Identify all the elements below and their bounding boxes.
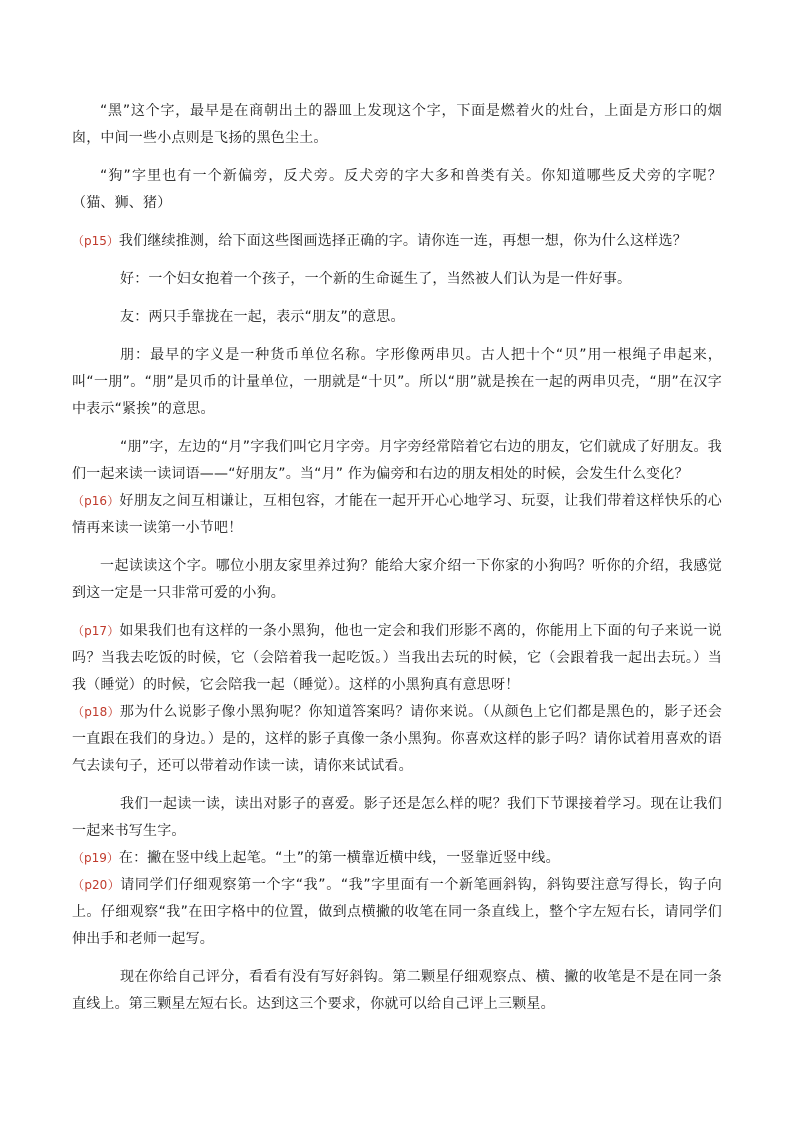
document-body (72, 98, 722, 1018)
paragraph-p16 (72, 488, 722, 542)
paragraph-hao (72, 266, 722, 293)
slide-tag: （p18） (72, 705, 120, 719)
paragraph-text: 一起读读这个字。哪位小朋友家里养过狗？能给大家介绍一下你家的小狗吗？听你的介绍，我感觉到这一定是一只非常可爱的小狗。 (72, 558, 722, 601)
paragraph-yue (72, 434, 722, 488)
paragraph-p19 (72, 845, 722, 872)
paragraph-text: 在：撇在竖中线上起笔。“土”的第一横靠近横中线，一竖靠近竖中线。 (118, 850, 560, 866)
paragraph-text: 友：两只手靠拢在一起，表示“朋友”的意思。 (120, 309, 405, 325)
paragraph-hei (72, 98, 722, 152)
paragraph-text: 我们一起读一读，读出对影子的喜爱。影子还是怎么样的呢？我们下节课接着学习。现在让我们一起来书写生字。 (72, 796, 722, 839)
paragraph-text: “黑”这个字，最早是在商朝出土的器皿上发现这个字，下面是燃着火的灶台，上面是方形口的烟囱，中间一些小点则是飞扬的黑色尘土。 (72, 103, 722, 146)
paragraph-p17 (72, 618, 722, 699)
paragraph-peng (72, 342, 722, 423)
paragraph-text: 那为什么说影子像小黑狗呢？你知道答案吗？请你来说。（从颜色上它们都是黑色的，影子还会一直跟在我们的身边。）是的，这样的影子真像一条小黑狗。你喜欢这样的影子吗？请你试着用喜欢的语气去读句子，还可以带着动作读一读，请你来试试看。 (72, 704, 722, 774)
slide-tag: （p20） (72, 878, 121, 892)
slide-tag: （p15） (72, 234, 119, 248)
paragraph-p15 (72, 228, 722, 255)
paragraph-text: “狗”字里也有一个新偏旁，反犬旁。反犬旁的字大多和兽类有关。你知道哪些反犬旁的字呢？（猫、狮、猪） (72, 168, 722, 211)
paragraph-gou (72, 163, 722, 217)
paragraph-dog (72, 553, 722, 607)
paragraph-score (72, 964, 722, 1018)
slide-tag: （p16） (72, 494, 120, 508)
paragraph-p18 (72, 699, 722, 780)
paragraph-text: 如果我们也有这样的一条小黑狗，他也一定会和我们形影不离的，你能用上下面的句子来说一说吗？当我去吃饭的时候，它（会陪着我一起吃饭。）当我出去玩的时候，它（会跟着我一起出去玩。）当我（睡觉）的时候，它会陪我一起（睡觉）。这样的小黑狗真有意思呀！ (72, 623, 723, 693)
paragraph-shadow (72, 791, 722, 845)
slide-tag: （p17） (72, 624, 120, 638)
paragraph-text: 好：一个妇女抱着一个孩子，一个新的生命诞生了，当然被人们认为是一件好事。 (120, 271, 632, 287)
paragraph-text: 我们继续推测，给下面这些图画选择正确的字。请你连一连，再想一想，你为什么这样选？ (118, 233, 687, 249)
slide-tag: （p19） (72, 851, 119, 865)
paragraph-p20 (72, 872, 722, 953)
paragraph-text: 好朋友之间互相谦让，互相包容，才能在一起开开心心地学习、玩耍，让我们带着这样快乐的心情再来读一读第一小节吧！ (72, 493, 723, 536)
paragraph-you (72, 304, 722, 331)
paragraph-text: 请同学们仔细观察第一个字“我”。“我”字里面有一个新笔画斜钩，斜钩要注意写得长，钩子向上。仔细观察“我”在田字格中的位置，做到点横撇的收笔在同一条直线上，整个字左短右长，请同学们伸出手和老师一起写。 (72, 877, 722, 947)
paragraph-text: 朋：最早的字义是一种货币单位名称。字形像两串贝。古人把十个“贝”用一根绳子串起来，叫“一朋”。“朋”是贝币的计量单位，一朋就是“十贝”。所以“朋”就是挨在一起的两串贝壳，“朋”在汉字中表示“紧挨”的意思。 (72, 347, 722, 417)
paragraph-text: “朋”字，左边的“月”字我们叫它月字旁。月字旁经常陪着它右边的朋友，它们就成了好朋友。我们一起来读一读词语——“好朋友”。当“月” 作为偏旁和右边的朋友相处的时候，会发生什么变化？ (72, 439, 722, 482)
paragraph-text: 现在你给自己评分，看看有没有写好斜钩。第二颗星仔细观察点、横、撇的收笔是不是在同一条直线上。第三颗星左短右长。达到这三个要求，你就可以给自己评上三颗星。 (72, 969, 722, 1012)
